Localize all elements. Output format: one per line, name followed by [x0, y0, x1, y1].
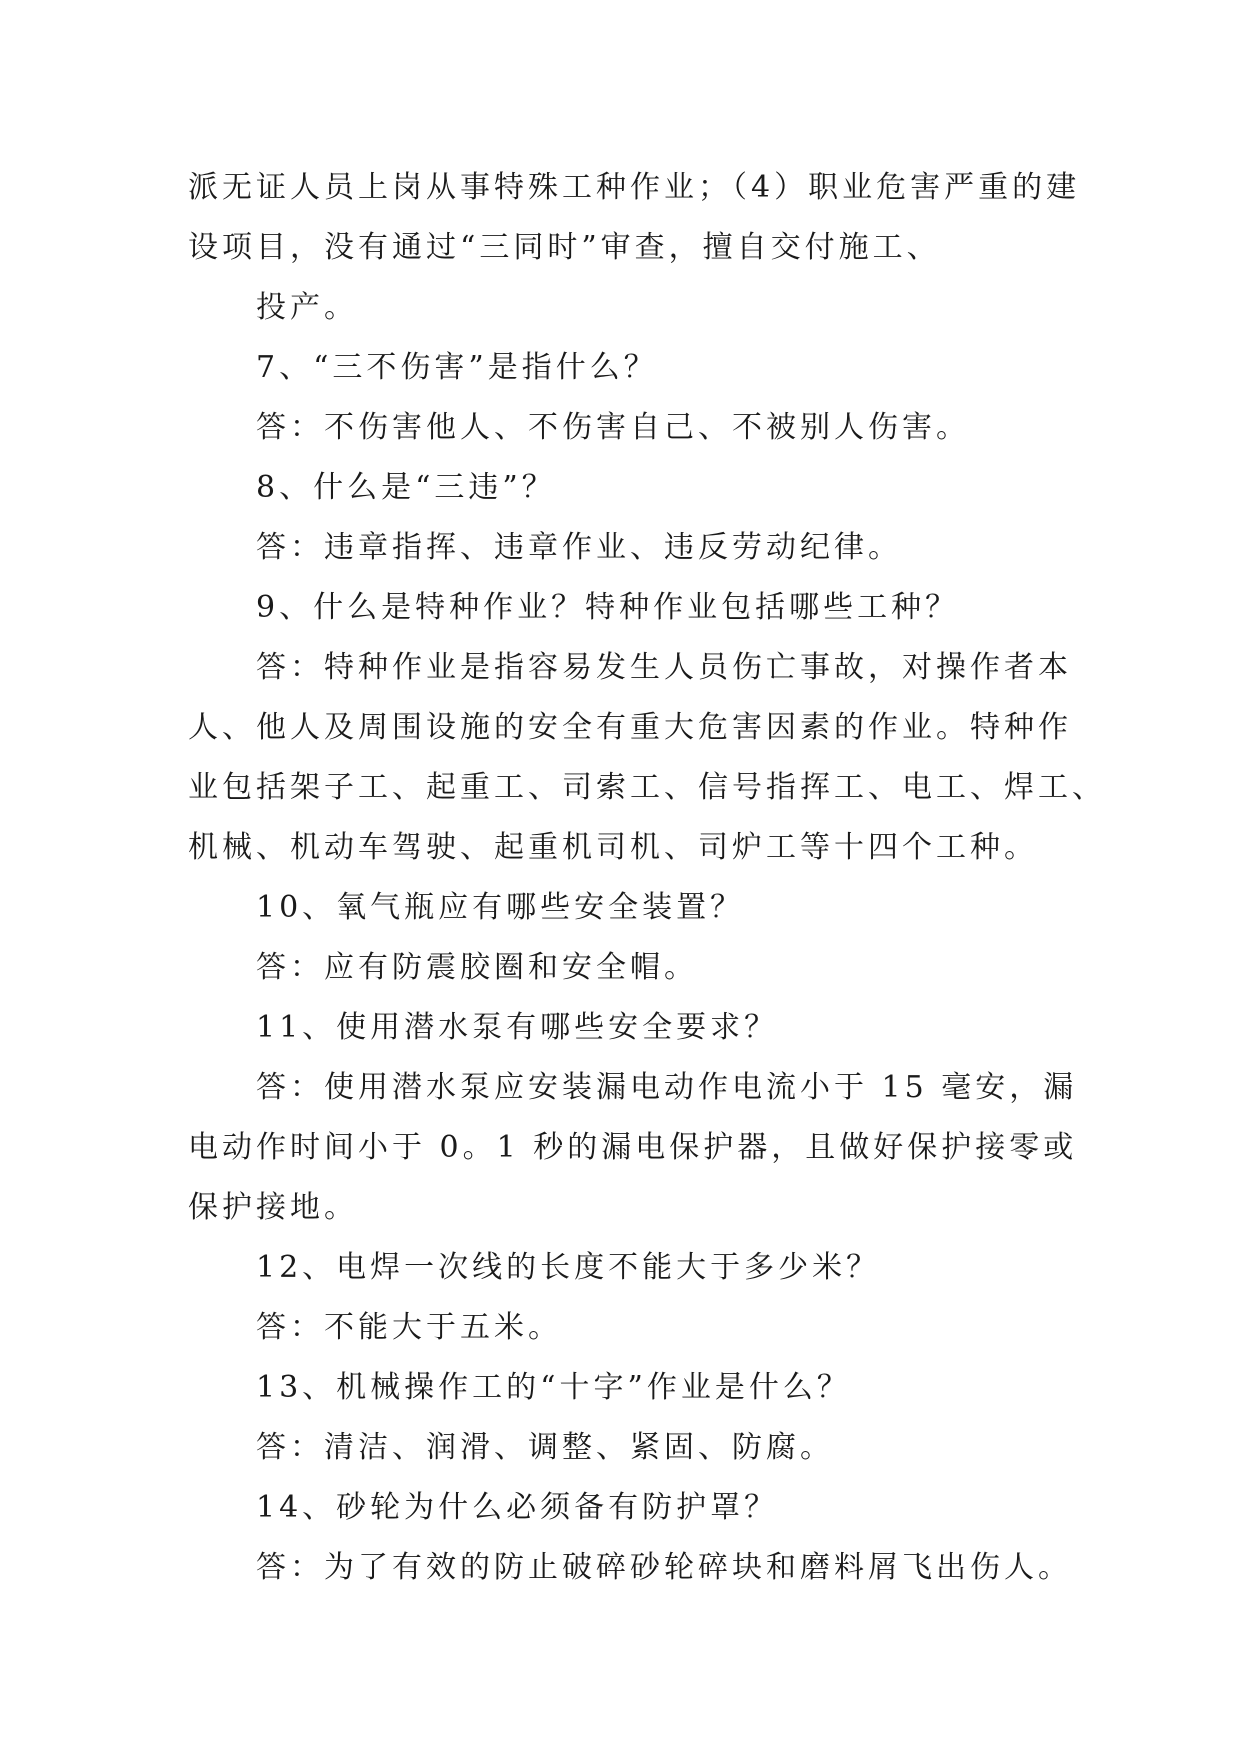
text-line: 答：清洁、润滑、调整、紧固、防腐。 — [256, 1430, 834, 1465]
text-line: 答：应有防震胶圈和安全帽。 — [256, 950, 698, 985]
text-line: 人、他人及周围设施的安全有重大危害因素的作业。特种作 — [188, 710, 1072, 745]
text-line: 电动作时间小于 0。1 秒的漏电保护器，且做好保护接零或 — [188, 1130, 1078, 1165]
text-line: 业包括架子工、起重工、司索工、信号指挥工、电工、焊工、 — [188, 770, 1106, 805]
text-line: 12、电焊一次线的长度不能大于多少米？ — [256, 1250, 881, 1285]
text-line: 10、氧气瓶应有哪些安全装置？ — [256, 890, 745, 925]
text-line: 保护接地。 — [188, 1190, 358, 1225]
text-line: 答：特种作业是指容易发生人员伤亡事故，对操作者本 — [256, 650, 1072, 685]
text-line: 14、砂轮为什么必须备有防护罩？ — [256, 1490, 779, 1525]
text-line: 8、什么是“三违”？ — [256, 470, 556, 505]
text-line: 投产。 — [256, 290, 358, 325]
text-line: 设项目，没有通过“三同时”审查，擅自交付施工、 — [188, 230, 941, 265]
text-line: 答：为了有效的防止破碎砂轮碎块和磨料屑飞出伤人。 — [256, 1550, 1072, 1585]
text-line: 机械、机动车驾驶、起重机司机、司炉工等十四个工种。 — [188, 830, 1038, 865]
text-line: 派无证人员上岗从事特殊工种作业；（4）职业危害严重的建 — [188, 170, 1081, 205]
document-body — [188, 158, 1106, 1598]
text-line: 9、什么是特种作业？特种作业包括哪些工种？ — [256, 590, 960, 625]
text-line: 13、机械操作工的“十字”作业是什么？ — [256, 1370, 851, 1405]
text-line: 7、“三不伤害”是指什么？ — [256, 350, 658, 385]
text-line: 答：违章指挥、违章作业、违反劳动纪律。 — [256, 530, 902, 565]
text-line: 答：不能大于五米。 — [256, 1310, 562, 1345]
text-line: 答：使用潜水泵应安装漏电动作电流小于 15 毫安，漏 — [256, 1070, 1078, 1105]
text-line: 答：不伤害他人、不伤害自己、不被别人伤害。 — [256, 410, 970, 445]
text-line: 11、使用潜水泵有哪些安全要求？ — [256, 1010, 779, 1045]
